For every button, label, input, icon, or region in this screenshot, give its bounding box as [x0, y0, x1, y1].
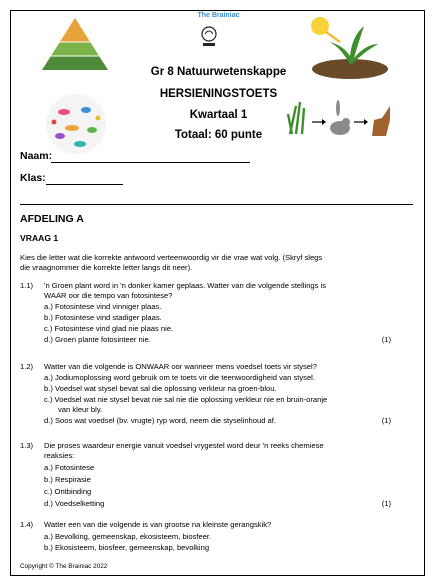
question-1-1-stem-line-1: 'n Groen plant word in 'n donker kamer geplaas. Watter van die volgende stellings is: [44, 281, 327, 290]
question-1-1-stem-line-2: WAAR oor die tempo van fotosintese?: [44, 291, 173, 300]
question-1-4-option-a[interactable]: a.) Bevolking, gemeenskap, ekosisteem, biosfeer.: [44, 532, 212, 541]
term-label: Kwartaal 1: [189, 109, 248, 121]
question-1-1-mark: (1): [381, 335, 391, 344]
name-label: Naam:: [20, 150, 53, 162]
question-1-4-stem: Watter een van die volgende is van grootse na kleinste gerangskik?: [44, 520, 272, 529]
question-number-1-4: 1.4): [20, 520, 34, 529]
question-1-1-option-d[interactable]: d.) Groen plante fotosinteer nie.: [44, 335, 151, 344]
question-number-1-1: 1.1): [20, 281, 34, 290]
brainiac-logo: [198, 25, 220, 49]
question-1-3-stem-line-1: Die proses waardeur energie vanuit voedsel vrygestel word deur 'n reeks chemiese: [44, 441, 324, 450]
question-number-1-2: 1.2): [20, 362, 34, 371]
instructions-line-1: Kies die letter wat die korrekte antwoord verteenwoordig vir die vrae wat volg. (Skryf slegs: [20, 253, 323, 262]
question-1-3-option-b[interactable]: b.) Respirasie: [44, 475, 91, 484]
total-marks: Totaal: 60 punte: [174, 129, 263, 141]
question-1-3-option-a[interactable]: a.) Fotosintese: [44, 463, 95, 472]
question-1-2-option-b[interactable]: b.) Voedsel wat stysel bevat sal die oplossing verkleur na groen-blou.: [44, 384, 277, 393]
subject-title: Gr 8 Natuurwetenskappe: [150, 66, 287, 78]
name-field[interactable]: [51, 162, 250, 163]
question-1-3-option-c[interactable]: c.) Ontbinding: [44, 487, 92, 496]
question-1-2-option-a[interactable]: a.) Jodiumoplossing word gebruik om te toets vir die teenwoordigheid van stysel.: [44, 373, 315, 382]
question-1-4-option-b[interactable]: b.) Ekosisteem, biosfeer, gemeenskap, bevolking: [44, 543, 210, 552]
class-field[interactable]: [46, 184, 123, 185]
section-heading: AFDELING A: [20, 213, 84, 225]
question-1-2-stem: Watter van die volgende is ONWAAR oor wanneer mens voedsel toets vir stysel?: [44, 362, 317, 371]
copyright-footer: Copyright © The Brainiac 2022: [20, 563, 108, 570]
question-1-1-option-a[interactable]: a.) Fotosintese vind vinniger plaas.: [44, 302, 162, 311]
test-title: HERSIENINGSTOETS: [159, 88, 278, 100]
microorganisms-illustration: [42, 92, 110, 156]
question-1-3-option-d[interactable]: d.) Voedselketting: [44, 499, 105, 508]
question-1-1-option-b[interactable]: b.) Fotosintese vind stadiger plaas.: [44, 313, 162, 322]
question-1-3-stem-line-2: reaksies:: [44, 451, 75, 460]
section-divider: [20, 204, 413, 205]
class-label: Klas:: [20, 172, 46, 184]
question-1-1-option-c[interactable]: c.) Fotosintese vind glad nie plaas nie.: [44, 324, 174, 333]
question-1-2-option-c-cont: van kleur bly.: [58, 405, 103, 414]
instructions-line-2: die vraagnommer die korrekte letter langs dit neer).: [20, 263, 193, 272]
question-number-1-3: 1.3): [20, 441, 34, 450]
ecosystem-pyramid-illustration: [40, 16, 110, 72]
question-1-2-option-d[interactable]: d.) Soos wat voedsel (bv. vrugte) ryp word, neem die styselinhoud af.: [44, 416, 277, 425]
brand-name: The Brainiac: [197, 12, 240, 19]
question-1-2-option-c[interactable]: c.) Voedsel wat nie stysel bevat nie sal nie die oplossing verkleur nie en bruin-oranje: [44, 395, 328, 404]
question-1-3-mark: (1): [381, 499, 391, 508]
question-1-2-mark: (1): [381, 416, 391, 425]
question-heading: VRAAG 1: [20, 233, 59, 243]
